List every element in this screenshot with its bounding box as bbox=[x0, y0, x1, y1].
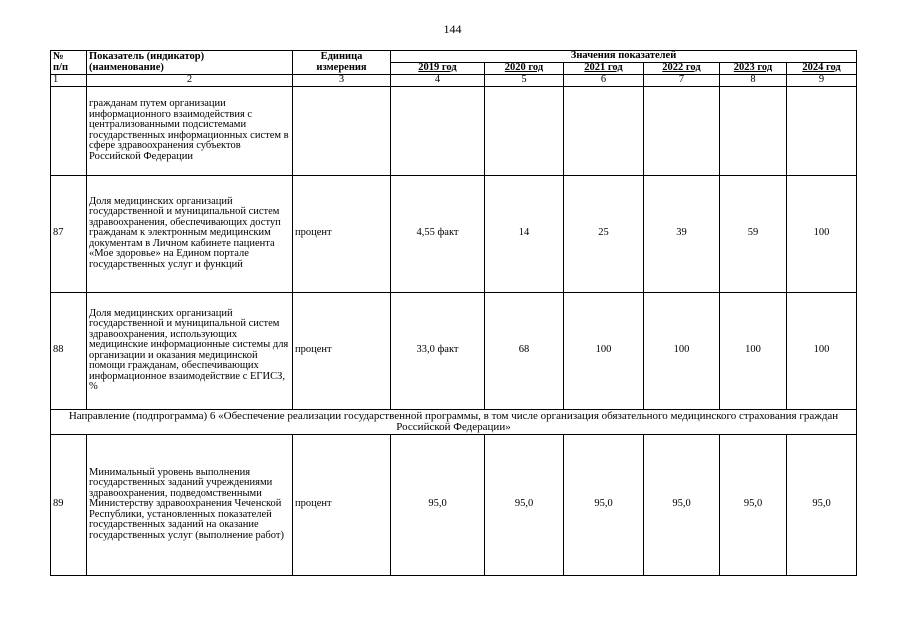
value-cell bbox=[787, 86, 857, 175]
col-no-label-1: № bbox=[53, 51, 64, 62]
indicator-name: Минимальный уровень выполнения государственных заданий учреждениями здравоохранения, подведомственными Министерству здравоохранения Чеченской Республики, установленных показателей государственных заданий на оказание государственных услуг (выполнение работ) bbox=[87, 434, 293, 575]
section-title: Направление (подпрограмма) 6 «Обеспечение реализации государственной программы, в том числе организация обязательного медицинского страхования граждан Российской Федерации» bbox=[51, 409, 857, 434]
value-cell: 100 bbox=[787, 175, 857, 292]
row-number: 88 bbox=[51, 292, 87, 409]
value-cell: 14 bbox=[485, 175, 564, 292]
page-number: 144 bbox=[443, 22, 462, 36]
indicator-name: Доля медицинских организаций государственной и муниципальной систем здравоохранения, использующих медицинские информационные системы для организации и оказания медицинской помощи гражданам, обеспечивающих информационное взаимодействие с ЕГИСЗ, % bbox=[87, 292, 293, 409]
value-cell: 95,0 bbox=[644, 434, 720, 575]
value-cell: 68 bbox=[485, 292, 564, 409]
value-cell: 95,0 bbox=[391, 434, 485, 575]
value-cell: 95,0 bbox=[564, 434, 644, 575]
value-cell: 100 bbox=[720, 292, 787, 409]
value-cell: 33,0 факт bbox=[391, 292, 485, 409]
column-number: 9 bbox=[787, 75, 857, 87]
unit-cell: процент bbox=[293, 292, 391, 409]
column-number: 2 bbox=[87, 75, 293, 87]
value-cell bbox=[485, 86, 564, 175]
col-unit-label-1: Единица bbox=[320, 51, 363, 62]
column-numbers-row bbox=[51, 75, 857, 87]
year-header: 2019 год bbox=[391, 63, 485, 75]
column-number: 7 bbox=[644, 75, 720, 87]
table-row bbox=[51, 292, 857, 409]
header-row bbox=[51, 51, 857, 63]
col-unit-header bbox=[293, 51, 391, 75]
column-number: 1 bbox=[51, 75, 87, 87]
year-header: 2020 год bbox=[485, 63, 564, 75]
table-row bbox=[51, 175, 857, 292]
value-cell bbox=[564, 86, 644, 175]
row-number: 87 bbox=[51, 175, 87, 292]
value-cell: 95,0 bbox=[787, 434, 857, 575]
value-cell: 100 bbox=[787, 292, 857, 409]
section-row bbox=[51, 409, 857, 434]
row-number bbox=[51, 86, 87, 175]
unit-cell: процент bbox=[293, 175, 391, 292]
col-no-header bbox=[51, 51, 87, 75]
indicator-name: гражданам путем организации информационного взаимодействия с централизованными подсистемами государственных информационных систем в сфере здравоохранения субъектов Российской Федерации bbox=[87, 86, 293, 175]
unit-cell: процент bbox=[293, 434, 391, 575]
value-cell: 100 bbox=[644, 292, 720, 409]
column-number: 5 bbox=[485, 75, 564, 87]
col-indicator-label-1: Показатель (индикатор) bbox=[89, 51, 205, 62]
col-unit-label-2: измерения bbox=[316, 61, 367, 73]
values-group-header: Значения показателей bbox=[391, 51, 857, 63]
table-row bbox=[51, 86, 857, 175]
year-header: 2024 год bbox=[787, 63, 857, 75]
column-number: 3 bbox=[293, 75, 391, 87]
column-number: 8 bbox=[720, 75, 787, 87]
value-cell: 95,0 bbox=[720, 434, 787, 575]
year-header: 2021 год bbox=[564, 63, 644, 75]
table-row bbox=[51, 434, 857, 575]
column-number: 4 bbox=[391, 75, 485, 87]
value-cell: 100 bbox=[564, 292, 644, 409]
col-indicator-label-2: (наименование) bbox=[89, 61, 164, 73]
col-indicator-header bbox=[87, 51, 293, 75]
value-cell: 4,55 факт bbox=[391, 175, 485, 292]
indicators-table bbox=[50, 50, 857, 576]
value-cell bbox=[720, 86, 787, 175]
row-number: 89 bbox=[51, 434, 87, 575]
col-no-label-2: п/п bbox=[53, 61, 69, 73]
value-cell: 95,0 bbox=[485, 434, 564, 575]
column-number: 6 bbox=[564, 75, 644, 87]
year-header: 2022 год bbox=[644, 63, 720, 75]
unit-cell bbox=[293, 86, 391, 175]
value-cell: 25 bbox=[564, 175, 644, 292]
value-cell: 59 bbox=[720, 175, 787, 292]
indicator-name: Доля медицинских организаций государственной и муниципальной систем здравоохранения, обеспечивающих доступ гражданам к электронным медицинским документам в Личном кабинете пациента «Мое здоровье» на Едином портале государственных услуг и функций bbox=[87, 175, 293, 292]
value-cell: 39 bbox=[644, 175, 720, 292]
year-header: 2023 год bbox=[720, 63, 787, 75]
value-cell bbox=[644, 86, 720, 175]
value-cell bbox=[391, 86, 485, 175]
